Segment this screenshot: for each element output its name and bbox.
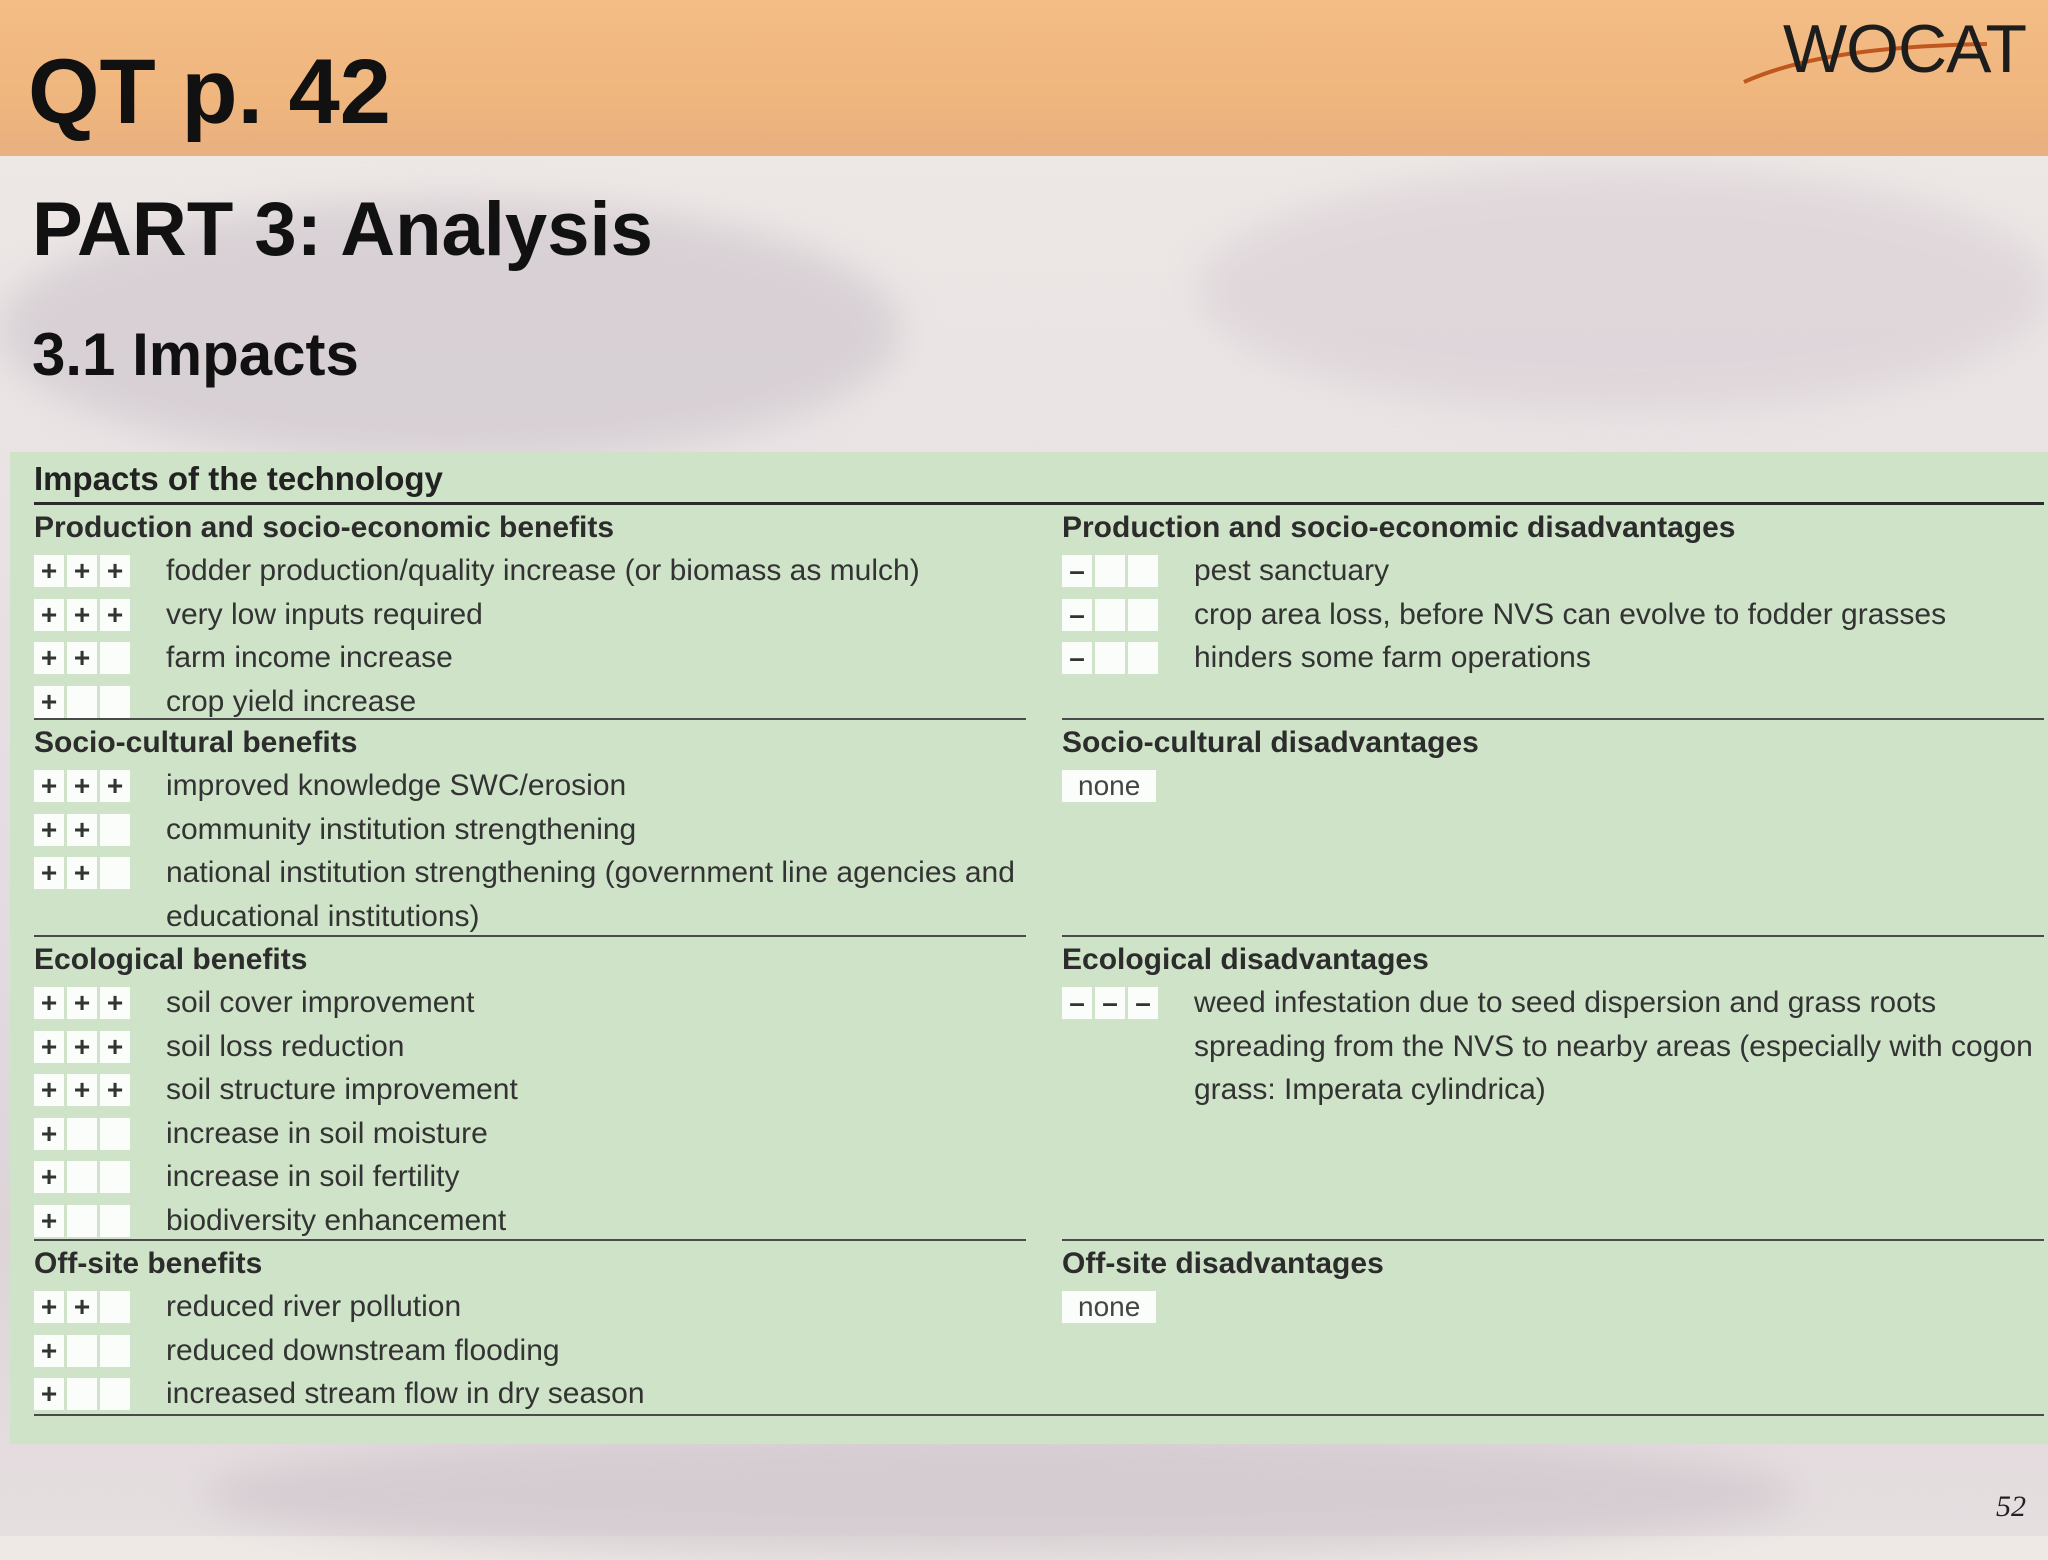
rating-box [100,686,130,718]
impact-text: improved knowledge SWC/erosion [166,769,627,802]
rating-box: + [34,1118,64,1150]
rating-box: + [34,1161,64,1193]
none-value: none [1062,770,1156,802]
page-number: 52 [1996,1490,2026,1523]
rating-box [100,1335,130,1367]
rating-box: + [34,857,64,889]
rating-box [1095,599,1125,631]
impact-row [1062,1025,2047,1069]
rating-box: + [67,1291,97,1323]
rating-box [100,1205,130,1237]
impact-text: soil loss reduction [166,1029,405,1063]
section-heading: Off-site disadvantages [1062,1247,1384,1280]
rating-box: + [67,599,97,631]
rating-boxes [34,1291,130,1323]
rating-box: – [1128,987,1158,1019]
impact-row [34,1199,1026,1243]
rating-box [67,1118,97,1150]
impact-row [34,593,1026,637]
rating-box [100,857,130,889]
rating-box: + [67,1031,97,1063]
impact-row [1062,1068,2047,1112]
impact-row [34,636,1026,680]
rating-box: + [34,686,64,718]
impact-text: grass: Imperata cylindrica) [1194,1073,1546,1106]
section-divider [1062,1239,2044,1241]
impact-text: increased stream flow in dry season [166,1377,645,1410]
header-bar [0,0,2048,156]
rating-box: + [100,555,130,587]
rating-boxes [34,599,130,631]
rating-box: + [67,857,97,889]
impact-row [1062,549,2047,593]
section-divider [1062,935,2044,937]
rating-box: + [34,987,64,1019]
rating-box: – [1062,987,1092,1019]
section-heading: Off-site benefits [34,1247,263,1280]
section-heading: Ecological disadvantages [1062,943,1429,976]
rating-box [1095,642,1125,674]
rating-box: + [34,599,64,631]
rating-box: + [34,770,64,802]
background-cloud [1200,170,2048,410]
rating-boxes [34,857,130,889]
impact-text: pest sanctuary [1194,554,1390,587]
rating-boxes [1062,599,1158,631]
section-divider [1062,718,2044,720]
left-section [34,938,1026,1242]
rating-box: – [1095,987,1125,1019]
section-heading: Production and socio-economic benefits [34,511,615,544]
impact-text: educational institutions) [166,899,480,933]
impact-row [34,1372,1026,1416]
none-value: none [1062,1291,1156,1323]
section-heading: Socio-cultural disadvantages [1062,726,1479,759]
section-title: 3.1 Impacts [32,321,359,388]
rating-box: + [34,555,64,587]
rating-box: + [100,987,130,1019]
rating-box: – [1062,642,1092,674]
impact-row [34,981,1026,1025]
rating-boxes [34,642,130,674]
impact-text: crop area loss, before NVS can evolve to fodder grasses [1194,597,1947,631]
rating-box [67,1205,97,1237]
impact-text: weed infestation due to seed dispersion and grass roots [1194,986,1937,1019]
section-heading: Ecological benefits [34,943,308,976]
rating-boxes [34,1031,130,1063]
left-section [34,506,1026,723]
impact-row [1062,593,2047,637]
impact-row [34,808,1026,852]
section-heading: Socio-cultural benefits [34,726,358,759]
impact-text: community institution strengthening [166,812,637,846]
rating-boxes [34,770,130,802]
rating-boxes [34,987,130,1019]
rating-box: + [67,1074,97,1106]
page-title: PART 3: Analysis [32,187,653,272]
page-reference: QT p. 42 [28,41,391,143]
right-section [1062,721,2047,802]
rating-box: + [34,1205,64,1237]
impact-row [34,680,1026,724]
rating-box: + [100,1031,130,1063]
section-divider [34,935,1026,937]
rating-box [1128,555,1158,587]
wocat-logo [1736,10,2026,90]
rating-box [100,642,130,674]
impact-text: farm income increase [166,641,453,674]
rating-boxes [1062,555,1158,587]
impact-text: very low inputs required [166,597,483,631]
impact-row [34,851,1026,895]
rating-boxes [1062,642,1158,674]
rating-boxes [34,1074,130,1106]
rating-box: + [34,642,64,674]
rating-boxes [34,555,130,587]
impact-text: reduced downstream flooding [166,1333,560,1367]
impact-text: reduced river pollution [166,1290,462,1323]
right-section [1062,938,2047,1112]
impact-row [1062,981,2047,1025]
rating-box: + [67,555,97,587]
rating-boxes [34,686,130,718]
impact-row [34,1112,1026,1156]
rating-boxes [34,1205,130,1237]
section-divider [34,1239,1026,1241]
rating-box: + [67,987,97,1019]
rating-boxes [34,1161,130,1193]
rating-boxes [34,1335,130,1367]
section-heading: Production and socio-economic disadvantages [1062,511,1736,544]
rating-box: + [34,1335,64,1367]
rating-box: + [67,770,97,802]
right-section [1062,1242,2047,1323]
impact-text: soil cover improvement [166,986,475,1019]
rating-box [100,1118,130,1150]
impact-text: increase in soil moisture [166,1116,488,1150]
rating-boxes [34,814,130,846]
rating-box [1095,555,1125,587]
panel-title-rule [34,502,2044,505]
rating-box [100,814,130,846]
rating-box: + [34,1378,64,1410]
rating-box [100,1378,130,1410]
impact-text: soil structure improvement [166,1073,518,1106]
rating-box: – [1062,599,1092,631]
impact-row [34,1068,1026,1112]
background-cloud [200,1430,1800,1560]
rating-box [1128,642,1158,674]
rating-boxes [1062,987,1158,1019]
impact-row [34,549,1026,593]
rating-box [1128,599,1158,631]
rating-box: + [100,599,130,631]
left-section [34,721,1026,938]
impact-text: increase in soil fertility [166,1160,460,1193]
section-divider [34,718,1026,720]
rating-box: + [100,770,130,802]
impact-row [34,895,1026,939]
impact-text: biodiversity enhancement [166,1203,507,1237]
impacts-panel [10,452,2048,1444]
rating-box [100,1161,130,1193]
rating-box: + [34,814,64,846]
logo-text: WOCAT [1782,11,2026,87]
rating-box: + [34,1031,64,1063]
rating-box [67,1378,97,1410]
rating-box: – [1062,555,1092,587]
impact-text: fodder production/quality increase (or biomass as mulch) [166,554,920,587]
right-section [1062,506,2047,680]
impact-row [34,1155,1026,1199]
impact-text: national institution strengthening (government line agencies and [166,856,1015,889]
impact-row [34,764,1026,808]
left-section [34,1242,1026,1416]
rating-box: + [67,814,97,846]
impact-row [34,1329,1026,1373]
impact-row [34,1285,1026,1329]
rating-box [100,1291,130,1323]
section-divider [34,1414,2044,1416]
impact-text: crop yield increase [166,684,417,718]
rating-boxes [34,1378,130,1410]
rating-box: + [100,1074,130,1106]
impact-row [1062,636,2047,680]
impact-text: hinders some farm operations [1194,641,1591,674]
rating-box: + [67,642,97,674]
rating-box [67,686,97,718]
rating-box [67,1161,97,1193]
rating-box [67,1335,97,1367]
impact-text: spreading from the NVS to nearby areas (especially with cogon [1194,1029,2033,1063]
panel-title: Impacts of the technology [34,460,443,497]
rating-box: + [34,1074,64,1106]
impact-row [34,1025,1026,1069]
rating-boxes [34,1118,130,1150]
rating-box: + [34,1291,64,1323]
